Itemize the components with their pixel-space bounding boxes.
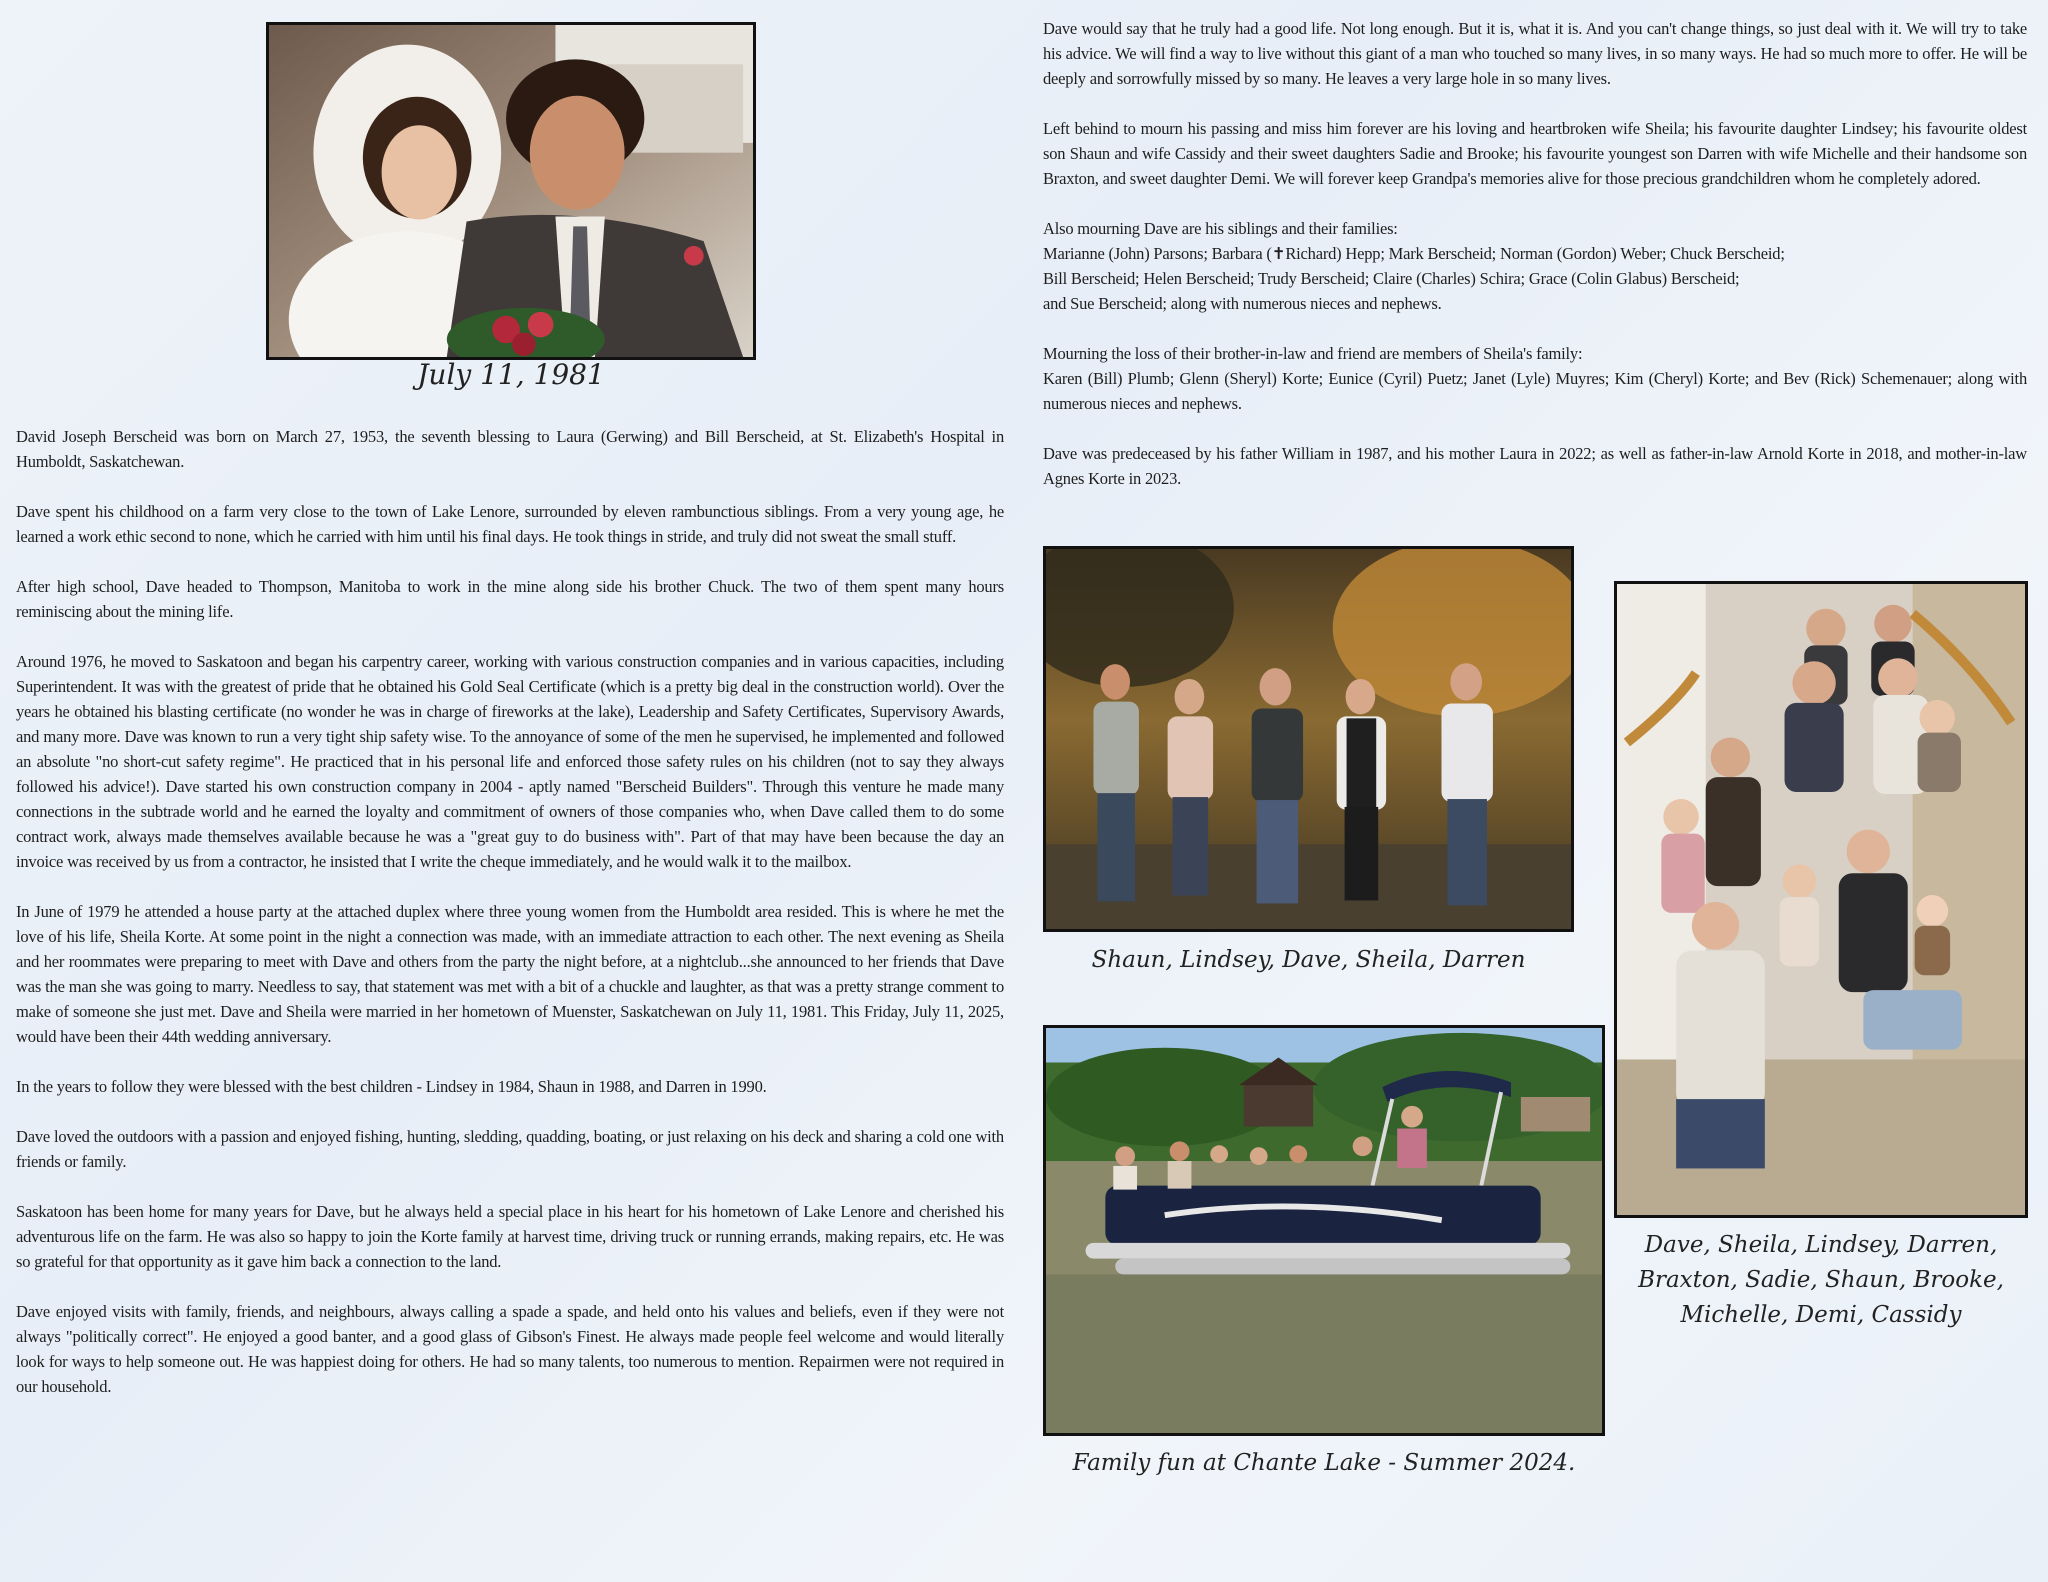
stairs-family-photo: [1614, 581, 2028, 1218]
paragraph-children: In the years to follow they were blessed with the best children - Lindsey in 1984, Shaun in 1988, and Darren in 1990.: [16, 1077, 767, 1096]
paragraph-childhood: Dave spent his childhood on a farm very close to the town of Lake Lenore, surrounded by eleven rambunctious siblings. From a very young age, he learned a work ethic second to none, which he carried with him until his final days. He took things in stride, and truly did not sweat the small stuff.: [16, 502, 1004, 546]
paragraph-high-school: After high school, Dave headed to Thompson, Manitoba to work in the mine along side his brother Chuck. The two of them spent many hours reminiscing about the mining life.: [16, 577, 1004, 621]
wedding-photo: [266, 22, 756, 360]
wedding-photo-caption: July 11, 1981: [417, 358, 605, 391]
stairs-caption-line-2: Braxton, Sadie, Shaun, Brooke,: [1638, 1267, 2004, 1293]
siblings-line-1: Marianne (John) Parsons; Barbara (✝Richard) Hepp; Mark Berscheid; Norman (Gordon) Weber; Chuck Berscheid;: [1043, 244, 1785, 263]
family-walking-caption: Shaun, Lindsey, Dave, Sheila, Darren: [1091, 947, 1526, 973]
paragraph-meeting-sheila: In June of 1979 he attended a house party at the attached duplex where three young women from the Humboldt area resided. This is where he met the love of his life, Sheila Korte. At some point in the night a connection was made, with an immediate attraction to each other. The next evening as Sheila and her roommates were preparing to meet with Dave and others from the party the night before, at a nightclub...she announced to her friends that Dave was the man she was going to marry. Needless to say, that statement was met with a bit of a chuckle and laughter, as that was a pretty strange comment to make of someone she just met. Dave and Sheila were married in her hometown of Muenster, Saskatchewan on July 11, 1981. This Friday, July 11, 2025, would have been their 44th wedding anniversary.: [16, 902, 1004, 1046]
siblings-line-3: and Sue Berscheid; along with numerous nieces and nephews.: [1043, 294, 1442, 313]
stairs-caption-line-3: Michelle, Demi, Cassidy: [1680, 1302, 1962, 1328]
inlaws-text: Karen (Bill) Plumb; Glenn (Sheryl) Korte; Eunice (Cyril) Puetz; Janet (Lyle) Muyres; Kim (Cheryl) Korte; and Bev (Rick) Schemenauer; along with numerous nieces and nephews.: [1043, 369, 2027, 413]
paragraph-outdoors: Dave loved the outdoors with a passion and enjoyed fishing, hunting, sledding, quadding, boating, or just relaxing on his deck and sharing a cold one with friends or family.: [16, 1127, 1004, 1171]
boat-photo: [1043, 1025, 1605, 1436]
paragraph-predeceased: Dave was predeceased by his father William in 1987, and his mother Laura in 2022; as well as father-in-law Arnold Korte in 2018, and mother-in-law Agnes Korte in 2023.: [1043, 444, 2027, 488]
paragraph-career: Around 1976, he moved to Saskatoon and began his carpentry career, working with various construction companies and in various capacities, including Superintendent. It was with the greatest of pride that he obtained his Gold Seal Certificate (which is a pretty big deal in the construction world). Over the years he obtained his blasting certificate (no wonder he was in charge of fireworks at the lake), Leadership and Safety Certificates, Supervisory Awards, and many more. Dave was known to run a very tight ship safety wise. To the annoyance of some of the men he supervised, he implemented and followed an absolute "no short-cut safety regime". He practiced that in his personal life and enforced those safety rules on his children (not to say they always followed his advice!). Dave started his own construction company in 2004 - aptly named "Berscheid Builders". Through this venture he made many connections in the subtrade world and he earned the loyalty and commitment of owners of those companies who, when Dave called them to do some contract work, always made themselves available because he was a "great guy to do business with". Part of that may have been because the day an invoice was received by us from a contractor, he insisted that I write the cheque immediately, and he would walk it to the mailbox.: [16, 652, 1004, 871]
stairs-photo-caption: [1614, 1228, 2028, 1333]
paragraph-birth: David Joseph Berscheid was born on March 27, 1953, the seventh blessing to Laura (Gerwing) and Bill Berscheid, at St. Elizabeth's Hospital in Humboldt, Saskatchewan.: [16, 427, 1004, 471]
paragraph-survivors: Left behind to mourn his passing and miss him forever are his loving and heartbroken wife Sheila; his favourite daughter Lindsey; his favourite oldest son Shaun and wife Cassidy and their sweet daughters Sadie and Brooke; his favourite youngest son Darren with wife Michelle and their handsome son Braxton, and sweet daughter Demi. We will forever keep Grandpa's memories alive for those precious grandchildren whom he completely adored.: [1043, 119, 2027, 188]
siblings-line-2: Bill Berscheid; Helen Berscheid; Trudy Berscheid; Claire (Charles) Schira; Grace (Colin Glabus) Berscheid;: [1043, 269, 1740, 288]
siblings-intro: Also mourning Dave are his siblings and their families:: [1043, 219, 1398, 238]
paragraph-good-life: Dave would say that he truly had a good life. Not long enough. But it is, what it is. And you can't change things, so just deal with it. We will try to take his advice. We will find a way to live without this giant of a man who touched so many lives, in so many ways. He had so much more to offer. He will be deeply and sorrowfully missed by so many. He leaves a very large hole in so many lives.: [1043, 19, 2027, 88]
boat-photo-caption: Family fun at Chante Lake - Summer 2024.: [1072, 1450, 1576, 1476]
stairs-caption-line-1: Dave, Sheila, Lindsey, Darren,: [1644, 1232, 1998, 1258]
paragraph-siblings: [1043, 216, 2027, 316]
inlaws-intro: Mourning the loss of their brother-in-law and friend are members of Sheila's family:: [1043, 344, 1583, 363]
paragraph-values: Dave enjoyed visits with family, friends, and neighbours, always calling a spade a spade, and held onto his values and beliefs, even if they were not always "politically correct". He enjoyed a good banter, and a good glass of Gibson's Finest. He always made people feel welcome and would literally look for ways to help someone out. He was happiest doing for others. He had so many talents, too numerous to mention. Repairmen were not required in our household.: [16, 1302, 1004, 1396]
left-text-column: [16, 424, 1004, 1399]
paragraph-hometown: Saskatoon has been home for many years for Dave, but he always held a special place in his heart for his hometown of Lake Lenore and cherished his adventurous life on the farm. He was also so happy to join the Korte family at harvest time, driving truck or running errands, making repairs, etc. He was so grateful for that opportunity as it gave him back a connection to the land.: [16, 1202, 1004, 1271]
paragraph-inlaws: [1043, 341, 2027, 416]
family-walking-photo: [1043, 546, 1574, 932]
right-text-column: [1043, 16, 2027, 491]
